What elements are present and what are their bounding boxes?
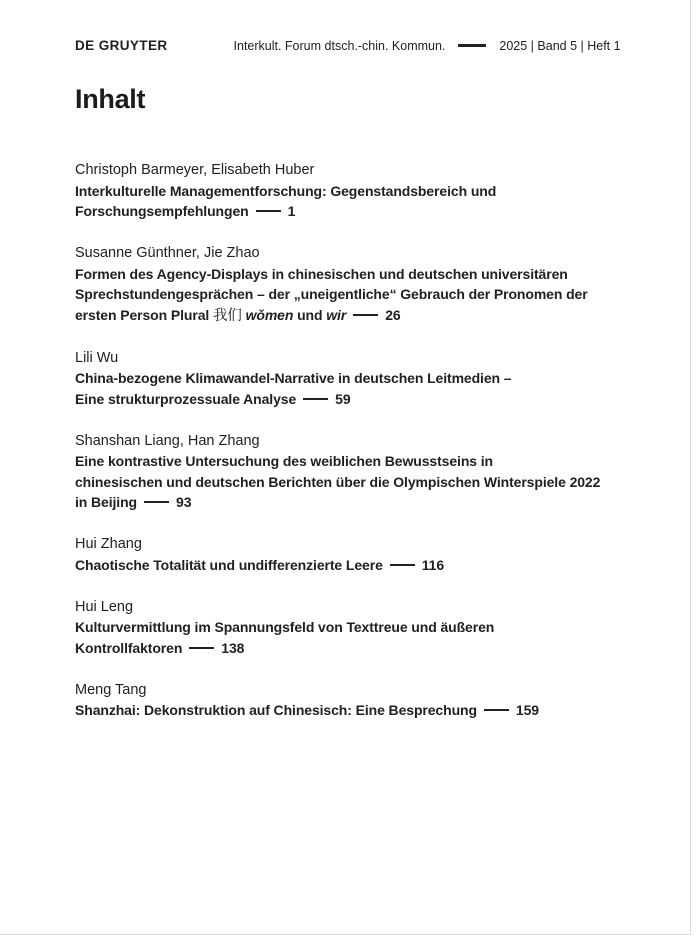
page-dash xyxy=(144,501,169,503)
title-text: Kulturvermittlung im Spannungsfeld von Texttreue und äußeren Kontrollfaktoren xyxy=(75,619,495,656)
entry-title xyxy=(75,368,640,409)
page-dash xyxy=(353,314,378,316)
page-number: 26 xyxy=(385,306,401,323)
header-rule xyxy=(458,44,486,47)
title-text: Chaotische Totalität und undifferenzierte Leere xyxy=(75,556,383,573)
toc-entry xyxy=(75,597,640,659)
title-text: Shanzhai: Dekonstruktion auf Chinesisch: Eine Besprechung xyxy=(75,702,477,718)
entry-authors: Hui Leng xyxy=(75,598,134,615)
page-title: Inhalt xyxy=(75,84,146,114)
entry-authors: Shanshan Liang, Han Zhang xyxy=(75,432,260,449)
toc-entry xyxy=(75,680,640,721)
title-text: Eine kontrastive Untersuchung des weiblichen Bewusstseins in chinesischen und deutschen Berichten über die Olympischen Winterspiele 2022 in Beijing xyxy=(75,453,601,510)
title-text: Formen des Agency-Displays in chinesischen und deutschen universitären Sprechstundengesprächen – der „uneigentliche“ Gebrauch der Pronomen der ersten Person Plural 我们 wǒmen und wir xyxy=(75,265,588,324)
page-number: 116 xyxy=(421,556,445,573)
page-dash xyxy=(390,564,415,566)
page-edge-bottom xyxy=(0,934,691,935)
page-edge-right xyxy=(690,0,691,935)
entry-title xyxy=(75,451,640,513)
journal-abbreviation: Interkult. Forum dtsch.-chin. Kommun. xyxy=(233,38,446,53)
title-text: Interkulturelle Managementforschung: Gegenstandsbereich und Forschungsempfehlungen xyxy=(75,182,497,219)
page-number: 159 xyxy=(515,702,539,718)
entry-authors: Hui Zhang xyxy=(75,536,142,552)
toc-entry xyxy=(75,431,640,513)
entry-authors: Meng Tang xyxy=(75,681,147,698)
entry-title xyxy=(75,700,640,721)
page-number: 1 xyxy=(287,203,296,219)
entry-title xyxy=(75,181,640,222)
toc-list xyxy=(75,160,640,721)
page-number: 138 xyxy=(221,639,245,656)
page-dash xyxy=(303,398,328,400)
publisher-name: DE GRUYTER xyxy=(75,38,168,53)
entry-title xyxy=(75,264,640,327)
issue-info: 2025 | Band 5 | Heft 1 xyxy=(499,38,621,53)
entry-title xyxy=(75,555,640,576)
toc-entry xyxy=(75,160,640,222)
toc-entry xyxy=(75,348,640,410)
toc-entry xyxy=(75,534,640,575)
entry-authors: Susanne Günthner, Jie Zhao xyxy=(75,245,260,261)
page-number: 93 xyxy=(176,494,192,510)
page-number: 59 xyxy=(335,390,351,407)
page-dash xyxy=(189,647,214,649)
toc-entry xyxy=(75,243,640,326)
page-dash xyxy=(484,709,509,711)
entry-authors: Lili Wu xyxy=(75,349,119,366)
page-dash xyxy=(256,210,281,212)
title-text: China-bezogene Klimawandel-Narrative in deutschen Leitmedien – Eine strukturprozessuale Analyse xyxy=(75,370,512,407)
entry-authors: Christoph Barmeyer, Elisabeth Huber xyxy=(75,162,315,178)
entry-title xyxy=(75,617,640,658)
masthead xyxy=(75,38,640,53)
